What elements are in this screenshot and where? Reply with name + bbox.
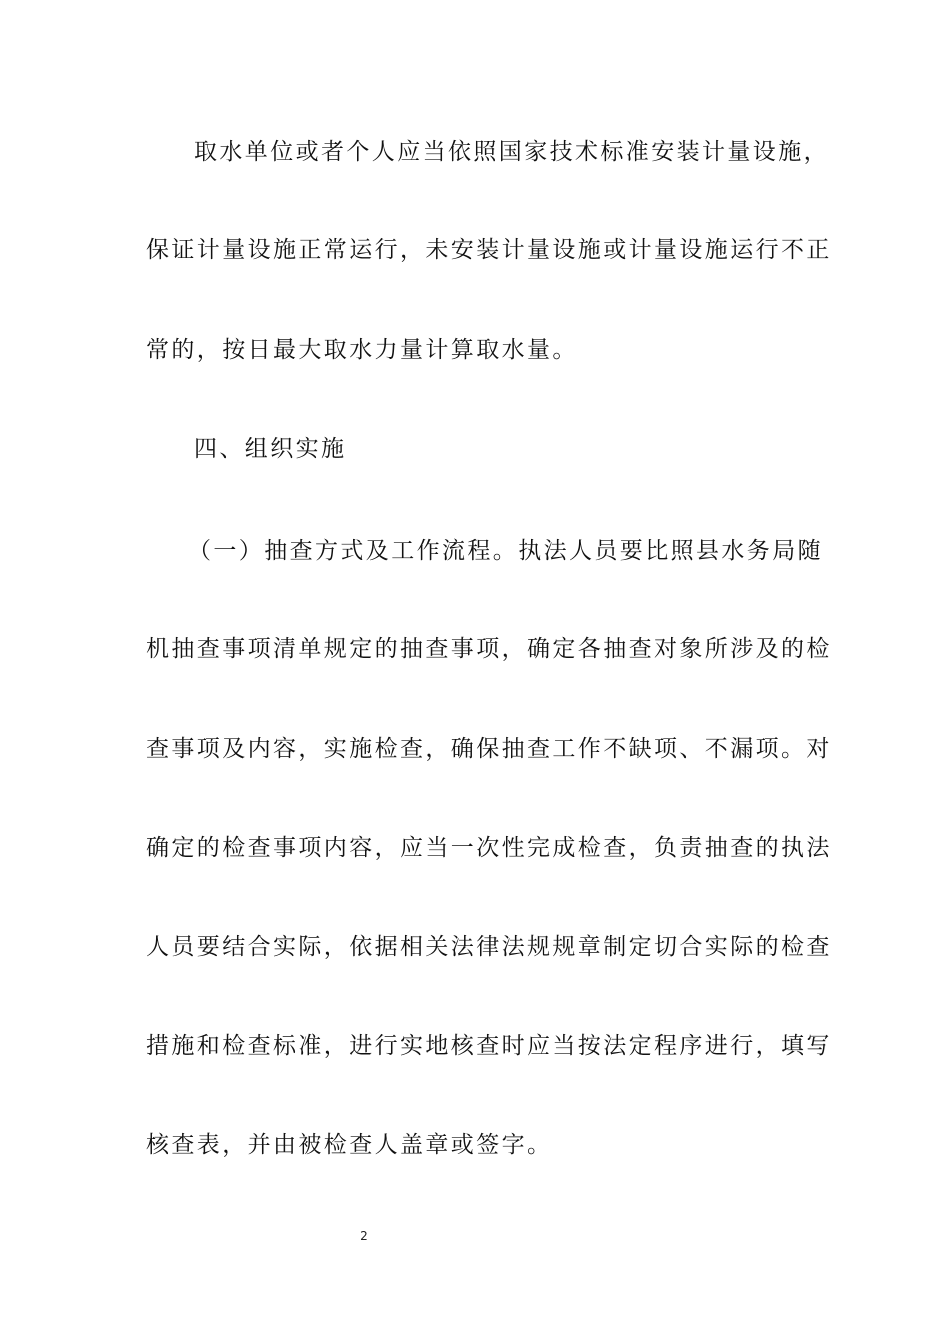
paragraph-line: 核查表，并由被检查人盖章或签字。 [146,1132,553,1158]
paragraph-line: 保证计量设施正常运行，未安装计量设施或计量设施运行不正 [146,237,832,263]
paragraph-line: 机抽查事项清单规定的抽查事项，确定各抽查对象所涉及的检 [146,636,832,662]
paragraph-line: 常的，按日最大取水力量计算取水量。 [146,337,578,363]
paragraph-line: 措施和检查标准，进行实地核查时应当按法定程序进行，填写 [146,1033,832,1059]
paragraph-line: 查事项及内容，实施检查，确保抽查工作不缺项、不漏项。对 [146,736,832,762]
paragraph-line: 确定的检查事项内容，应当一次性完成检查，负责抽查的执法 [146,835,832,861]
paragraph-line: （一）抽查方式及工作流程。执法人员要比照县水务局随 [188,538,823,564]
paragraph-line: 人员要结合实际，依据相关法律法规规章制定切合实际的检查 [146,934,832,960]
page-number: 2 [360,1229,368,1243]
section-heading: 四、组织实施 [194,436,347,462]
paragraph-line: 取水单位或者个人应当依照国家技术标准安装计量设施， [194,139,829,165]
